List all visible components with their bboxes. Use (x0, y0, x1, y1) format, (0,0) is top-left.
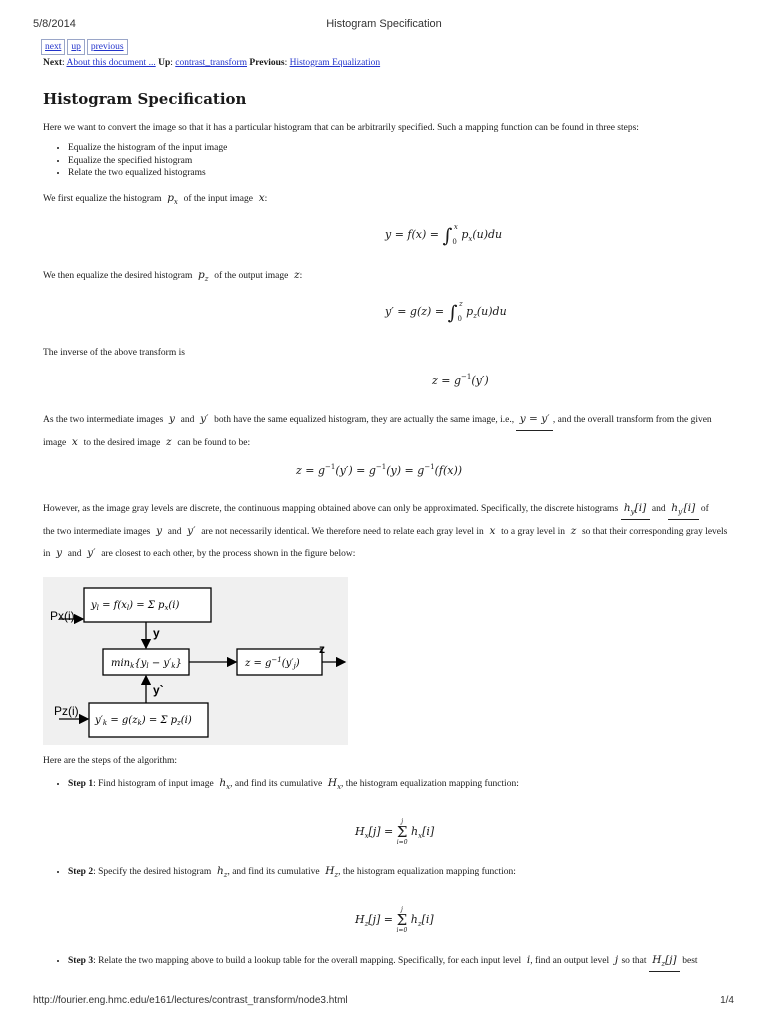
print-date: 5/8/2014 (33, 18, 76, 30)
next-link[interactable]: About this document ... (66, 58, 156, 68)
label-pz: Pz(i) (54, 704, 79, 718)
navigation-buttons (41, 39, 130, 55)
print-page-number: 1/4 (720, 995, 734, 1006)
navigation-links: Next: About this document ... Up: contrast_transform Previous: Histogram Equalization (43, 58, 381, 68)
next-button[interactable]: next (41, 39, 65, 55)
previous-button[interactable]: previous (87, 39, 128, 55)
algorithm-step-3 (43, 954, 698, 968)
up-button[interactable]: up (67, 39, 85, 55)
list-item: • Equalize the specified histogram (68, 155, 227, 168)
print-url: http://fourier.eng.hmc.edu/e161/lectures/contrast_transform/node3.html (33, 995, 348, 1006)
paragraph-equalize-first: We first equalize the histogram $p_x$ of the input image x: (43, 192, 268, 207)
paragraph-inverse: The inverse of the above transform is (43, 348, 185, 358)
equation-step-2: $H_z[j]$ = j Σ i=0 $h_z[i]$ (355, 906, 434, 934)
paragraph-discrete-line2: the two intermediate images y and y′ are not necessarily identical. We therefore need to relate each gray level in x to a gray level in z so that their corresponding gray levels (43, 525, 728, 537)
paragraph-equalize-desired: We then equalize the desired histogram $p_z$ of the output image z: (43, 269, 303, 284)
equation-y-prime: $y' = g(z) = \int_0^z$ $p_z(u)du$ (385, 300, 507, 324)
equation-step-1: $H_x[j]$ = j Σ i=0 $h_x[i]$ (355, 818, 435, 846)
paragraph-discrete-line3: in y and y′ are closest to each other, by the process shown in the figure below: (43, 547, 356, 559)
box-equalize-desired-formula: $y'_k = g(z_k) = \Sigma$ $p_z(i)$ (95, 715, 192, 727)
equation-inverse: $z = g^{-1}(y')$ (432, 373, 489, 387)
algorithm-step-1 (43, 777, 519, 791)
list-item: • Step 3: Relate the two mapping above to build a lookup table for the overall mapping. Specifically, for each input level i, find an output level j so that $H_z[j]$ best (68, 954, 698, 968)
paragraph-discrete: However, as the image gray levels are discrete, the continuous mapping obtained above can only be approximated. Specifically, the discrete histograms $h_y[i]$ and $h_{y'}[i]$ of (43, 501, 709, 519)
process-diagram-svg (43, 577, 348, 745)
list-item: • Step 2: Specify the desired histogram $h_z$, and find its cumulative $H_z$, the histogram equalization mapping function: (68, 865, 516, 879)
label-y-prime: y` (153, 683, 164, 697)
previous-link[interactable]: Histogram Equalization (289, 58, 381, 68)
list-item: • Equalize the histogram of the input image (68, 142, 227, 155)
equation-overall: $z = g^{-1}(y') = g^{-1}(y) = g^{-1}(f(x))$ (296, 463, 463, 477)
intro-paragraph: Here we want to convert the image so that it has a particular histogram that can be arbitrarily specified. Such a mapping function can be found in three steps: (43, 123, 639, 133)
print-title: Histogram Specification (326, 18, 442, 30)
algorithm-step-2 (43, 865, 516, 879)
paragraph-intermediate: As the two intermediate images y and y′ both have the same equalized histogram, they are actually the same image, i.e., y = y′ , and the overall transform from the given (43, 412, 712, 427)
label-y: y (153, 626, 160, 640)
box-minimize-formula: $\min_k\{y_l - y'_k\}$ (111, 658, 182, 670)
previous-label: Previous (249, 58, 285, 68)
list-item: • Relate the two equalized histograms (68, 167, 227, 180)
list-item: • Step 1: Find histogram of input image $h_x$, and find its cumulative $H_x$, the histogram equalization mapping function: (68, 777, 519, 791)
up-link[interactable]: contrast_transform (175, 58, 248, 68)
process-diagram (43, 577, 348, 745)
label-px: Px(i) (50, 609, 75, 623)
up-label: Up (158, 58, 171, 68)
box-inverse-formula: $z = g^{-1}(y'_j)$ (245, 656, 300, 670)
paragraph-algorithm: Here are the steps of the algorithm: (43, 756, 178, 766)
steps-list (43, 142, 227, 180)
label-z: z (319, 642, 325, 656)
equation-y: $y = f(x) = \int_0^x$ $p_x(u)du$ (385, 223, 503, 247)
paragraph-intermediate-cont: image x to the desired image z can be found to be: (43, 436, 251, 448)
next-label: Next (43, 58, 62, 68)
box-equalize-input-formula: $y_l = f(x_l) = \Sigma$ $p_x(i)$ (91, 600, 180, 612)
page-title: Histogram Specification (43, 90, 247, 108)
